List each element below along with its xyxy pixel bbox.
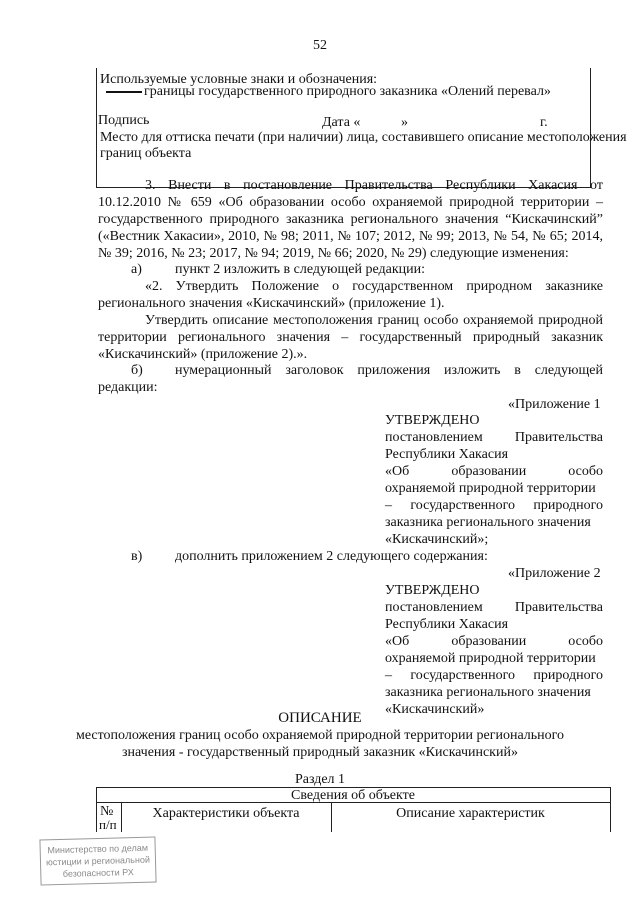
table-caption: Сведения об объекте (291, 788, 415, 803)
stamp-line3: безопасности РХ (62, 867, 134, 879)
table-col-num-line2: п/п (99, 817, 117, 832)
table-col-description: Описание характеристик (396, 806, 545, 821)
stamp-line2: юстиции и региональной (45, 854, 151, 868)
appendix-2-line6: заказника регионального значения (385, 685, 591, 700)
table-right-border (610, 787, 611, 832)
appendix-1-line1: постановлением Правительства (385, 430, 603, 445)
appendix-2-approved: УТВЕРЖДЕНО (385, 583, 480, 598)
item-b-continuation: редакции: (98, 380, 158, 395)
quote-3-line3: «Кискачинский» (приложение 2).». (98, 347, 308, 362)
paragraph-3-line5: № 39; 2016, № 23; 2017, № 94; 2019, № 66; 2020, № 29) следующие изменения: (98, 246, 569, 261)
paragraph-3-line1: 3. Внести в постановление Правительства Республики Хакасия от (145, 178, 603, 193)
description-title: ОПИСАНИЕ (278, 710, 362, 726)
table-col-num-line1: № (100, 804, 114, 819)
appendix-1-title: «Приложение 1 (508, 397, 601, 412)
quote-2-line2: регионального значения «Кискачинский» (приложение 1). (98, 296, 445, 311)
appendix-2-line5: – государственного природного (385, 668, 603, 683)
appendix-1-line4: охраняемой природной территории (385, 481, 596, 496)
stamp-place-line1: Место для оттиска печати (при наличии) лица, составившего описание местоположения (100, 130, 627, 145)
appendix-2-line3: «Об образовании особо (385, 634, 603, 649)
item-b-text: нумерационный заголовок приложения изложить в следующей (175, 363, 603, 378)
appendix-2-line7: «Кискачинский» (385, 702, 485, 717)
legend-line-label: границы государственного природного заказника «Олений перевал» (144, 84, 551, 99)
item-b-marker: б) (131, 363, 143, 378)
paragraph-3-line3: государственного природного заказника регионального значения “Кискачинский” (98, 212, 603, 227)
stamp-line1: Министерство по делам (47, 842, 149, 856)
item-a-marker: а) (131, 262, 142, 277)
item-a-text: пункт 2 изложить в следующей редакции: (175, 262, 425, 277)
paragraph-3-line2: 10.12.2010 № 659 «Об образовании особо охраняемой природной территории – (98, 195, 603, 210)
appendix-2-line4: охраняемой природной территории (385, 651, 596, 666)
legend-header: Используемые условные знаки и обозначения: (100, 72, 378, 87)
description-subtitle-line2: значения - государственный природный заказник «Кискачинский» (122, 745, 518, 760)
appendix-1-line3: «Об образовании особо (385, 464, 603, 479)
date-label: Дата « (322, 115, 361, 130)
description-subtitle-line1: местоположения границ особо охраняемой природной территории регионального (75, 728, 565, 743)
year-suffix: г. (540, 115, 548, 130)
appendix-1-approved: УТВЕРЖДЕНО (385, 413, 480, 428)
paragraph-3-line4: («Вестник Хакасии», 2010, № 98; 2011, № 107; 2012, № 99; 2013, № 54, № 65; 2014, (98, 229, 603, 244)
date-close: » (401, 115, 408, 130)
item-v-marker: в) (131, 549, 143, 564)
stamp-place-line2: границ объекта (100, 146, 192, 161)
ministry-stamp (39, 836, 156, 885)
appendix-2-line2: Республики Хакасия (385, 617, 509, 632)
quote-2-line1: «2. Утвердить Положение о государственном природном заказнике (145, 279, 603, 294)
appendix-2-title: «Приложение 2 (508, 566, 601, 581)
table-col-characteristics: Характеристики объекта (152, 806, 300, 821)
appendix-1-line2: Республики Хакасия (385, 447, 509, 462)
appendix-1-line5: – государственного природного (385, 498, 603, 513)
signature-label: Подпись (98, 113, 150, 128)
quote-3-line2: территории регионального значения – государственный природный заказник (98, 330, 603, 345)
section-title: Раздел 1 (294, 772, 346, 787)
appendix-1-line6: заказника регионального значения (385, 515, 591, 530)
appendix-1-line7: «Кискачинский»; (385, 532, 489, 547)
appendix-2-line1: постановлением Правительства (385, 600, 603, 615)
item-v-text: дополнить приложением 2 следующего содержания: (175, 549, 488, 564)
page-number: 52 (313, 38, 327, 53)
boundary-line-symbol (106, 91, 142, 93)
quote-3-line1: Утвердить описание местоположения границ особо охраняемой природной (145, 313, 603, 328)
